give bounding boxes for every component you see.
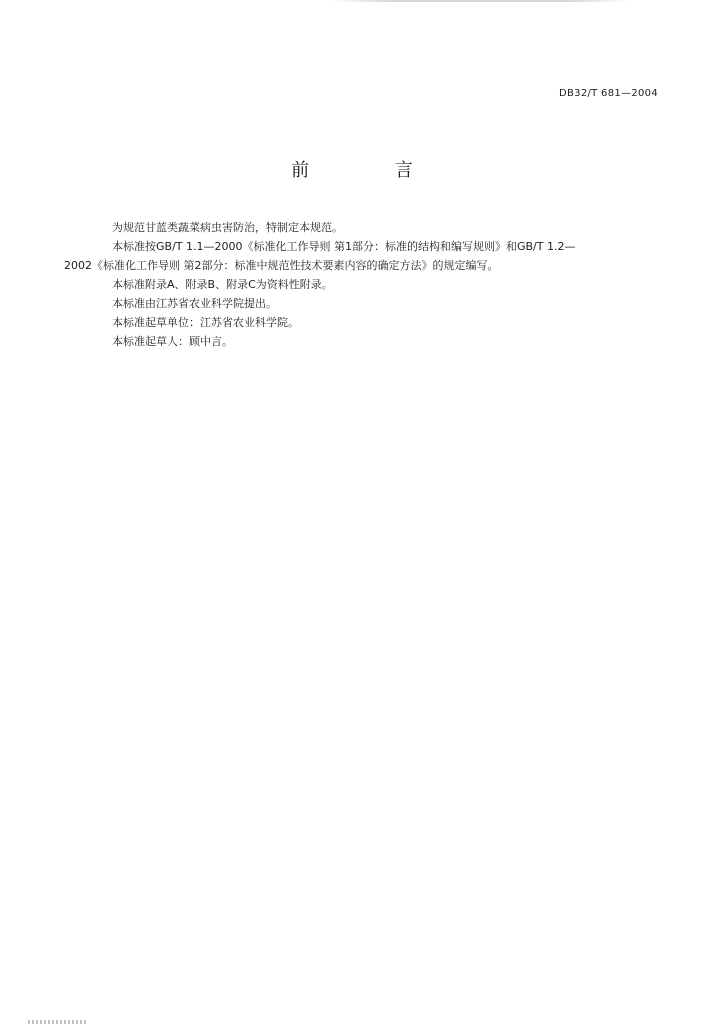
paragraph-drafting-basis-line1: 本标准按GB/T 1.1—2000《标准化工作导则 第1部分：标准的结构和编写规则》和GB/T 1.2— [112,240,576,253]
paragraph-drafting-basis-line2: 2002《标准化工作导则 第2部分：标准中规范性技术要素内容的确定方法》的规定编写。 [64,259,499,272]
paragraph-purpose: 为规范甘蓝类蔬菜病虫害防治，特制定本规范。 [112,221,343,234]
paragraph-drafting-unit: 本标准起草单位：江苏省农业科学院。 [112,316,299,329]
scan-footer-mark [28,1020,88,1024]
scan-top-rule [330,0,630,2]
foreword-body [64,218,668,351]
standard-number: DB32/T 681—2004 [559,88,658,99]
paragraph-proposer: 本标准由江苏省农业科学院提出。 [112,297,277,310]
paragraph-appendices: 本标准附录A、附录B、附录C为资料性附录。 [112,278,333,291]
paragraph-drafters: 本标准起草人：顾中言。 [112,335,233,348]
page-title: 前 言 [291,160,453,181]
